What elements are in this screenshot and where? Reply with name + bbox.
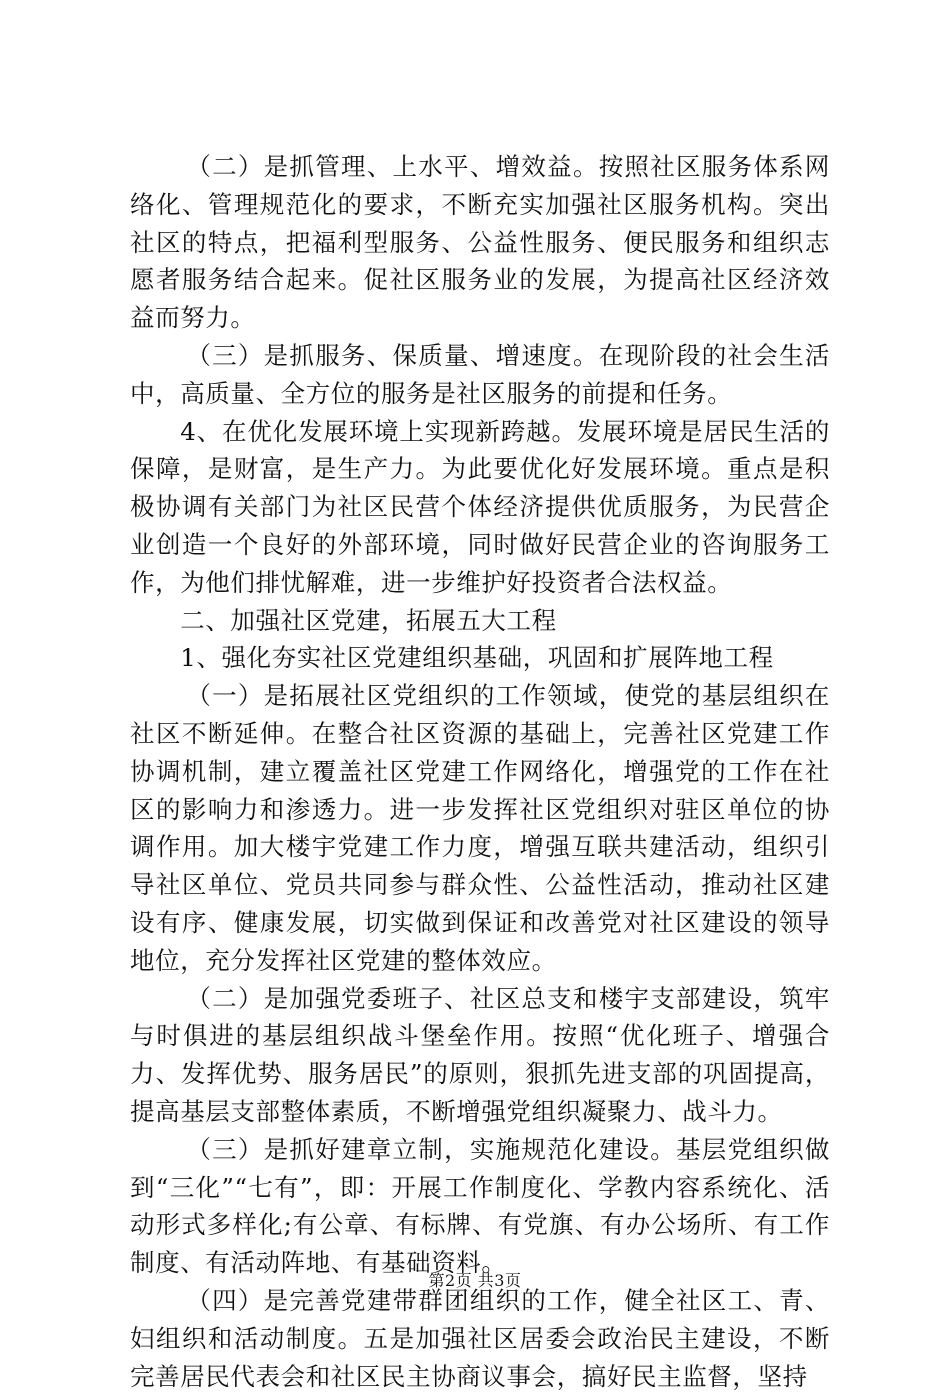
document-body bbox=[130, 148, 830, 1395]
paragraph-manage-level: （二）是抓管理、上水平、增效益。按照社区服务体系网络化、管理规范化的要求，不断充实加强社区服务机构。突出社区的特点，把福利型服务、公益性服务、便民服务和组织志愿者服务结合起来。促社区服务业的发展，为提高社区经济效益而努力。 bbox=[130, 152, 830, 333]
subsection-heading-foundation: 1、强化夯实社区党建组织基础，巩固和扩展阵地工程 bbox=[180, 643, 774, 673]
paragraph-service-quality: （三）是抓服务、保质量、增速度。在现阶段的社会生活中，高质量、全方位的服务是社区服务的前提和任务。 bbox=[130, 340, 830, 408]
section-heading-party-building: 二、加强社区党建，拓展五大工程 bbox=[180, 605, 557, 635]
page-number-footer: 第2页 共3页 bbox=[428, 1271, 522, 1290]
paragraph-expand-domain: （一）是拓展社区党组织的工作领域，使党的基层组织在社区不断延伸。在整合社区资源的基础上，完善社区党建工作协调机制，建立覆盖社区党建工作网络化，增强党的工作在社区的影响力和渗透力。进一步发挥社区党组织对驻区单位的协调作用。加大楼宇党建工作力度，增强互联共建活动，组织引导社区单位、党员共同参与群众性、公益性活动，推动社区建设有序、健康发展，切实做到保证和改善党对社区建设的领导地位，充分发挥社区党建的整体效应。 bbox=[130, 681, 830, 975]
paragraph-team-building: （二）是加强党委班子、社区总支和楼宇支部建设，筑牢与时俱进的基层组织战斗堡垒作用。按照“优化班子、增强合力、发挥优势、服务居民”的原则，狠抓先进支部的巩固提高，提高基层支部整体素质，不断增强党组织凝聚力、战斗力。 bbox=[130, 983, 830, 1126]
paragraph-mass-organizations: （四）是完善党建带群团组织的工作，健全社区工、青、妇组织和活动制度。五是加强社区居委会政治民主建设，不断完善居民代表会和社区民主协商议事会，搞好民主监督，坚持 bbox=[130, 1285, 830, 1391]
paragraph-regulations: （三）是抓好建章立制，实施规范化建设。基层党组织做到“三化”“七有”，即：开展工作制度化、学教内容系统化、活动形式多样化;有公章、有标牌、有党旗、有办公场所、有工作制度、有活动阵地、有基础资料。 bbox=[130, 1134, 830, 1278]
paragraph-environment: 4、在优化发展环境上实现新跨越。发展环境是居民生活的保障，是财富，是生产力。为此要优化好发展环境。重点是积极协调有关部门为社区民营个体经济提供优质服务，为民营企业创造一个良好的外部环境，同时做好民营企业的咨询服务工作，为他们排忧解难，进一步维护好投资者合法权益。 bbox=[130, 416, 830, 597]
